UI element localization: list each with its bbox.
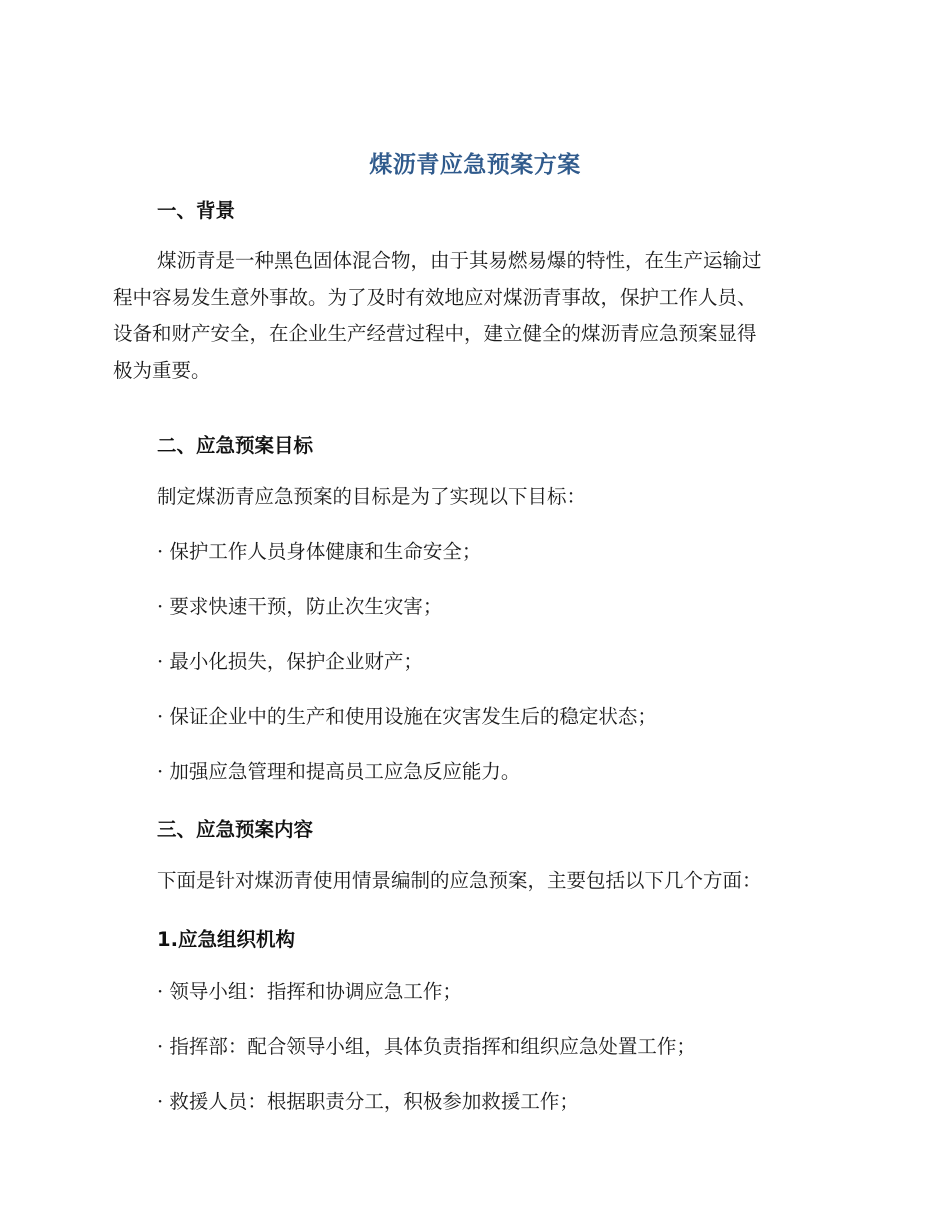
section-heading-background: 一、背景 — [157, 199, 236, 222]
goal-item: · 最小化损失，保护企业财产； — [157, 650, 423, 673]
section-heading-content: 三、应急预案内容 — [157, 818, 314, 841]
paragraph-line: 设备和财产安全，在企业生产经营过程中，建立健全的煤沥青应急预案显得 — [113, 322, 757, 345]
section-heading-goals: 二、应急预案目标 — [157, 434, 314, 457]
organization-item: · 领导小组：指挥和协调应急工作； — [157, 980, 462, 1003]
sub-heading-organization: 1.应急组织机构 — [157, 928, 295, 951]
paragraph-line: 极为重要。 — [113, 358, 211, 382]
goal-item: · 保证企业中的生产和使用设施在灾害发生后的稳定状态； — [157, 705, 657, 728]
document-title: 煤沥青应急预案方案 — [369, 152, 581, 178]
paragraph-line: 程中容易发生意外事故。为了及时有效地应对煤沥青事故，保护工作人员、 — [113, 285, 757, 309]
goal-item: · 加强应急管理和提高员工应急反应能力。 — [157, 760, 521, 783]
organization-item: · 救援人员：根据职责分工，积极参加救援工作； — [157, 1090, 579, 1113]
content-intro: 下面是针对煤沥青使用情景编制的应急预案，主要包括以下几个方面： — [157, 869, 762, 892]
goal-item: · 保护工作人员身体健康和生命安全； — [157, 540, 482, 563]
organization-item: · 指挥部：配合领导小组，具体负责指挥和组织应急处置工作； — [157, 1035, 696, 1058]
goal-item: · 要求快速干预，防止次生灾害； — [157, 595, 443, 618]
goals-intro: 制定煤沥青应急预案的目标是为了实现以下目标： — [157, 485, 587, 508]
background-paragraph — [113, 243, 833, 389]
paragraph-line: 煤沥青是一种黑色固体混合物，由于其易燃易爆的特性，在生产运输过 — [157, 249, 762, 272]
